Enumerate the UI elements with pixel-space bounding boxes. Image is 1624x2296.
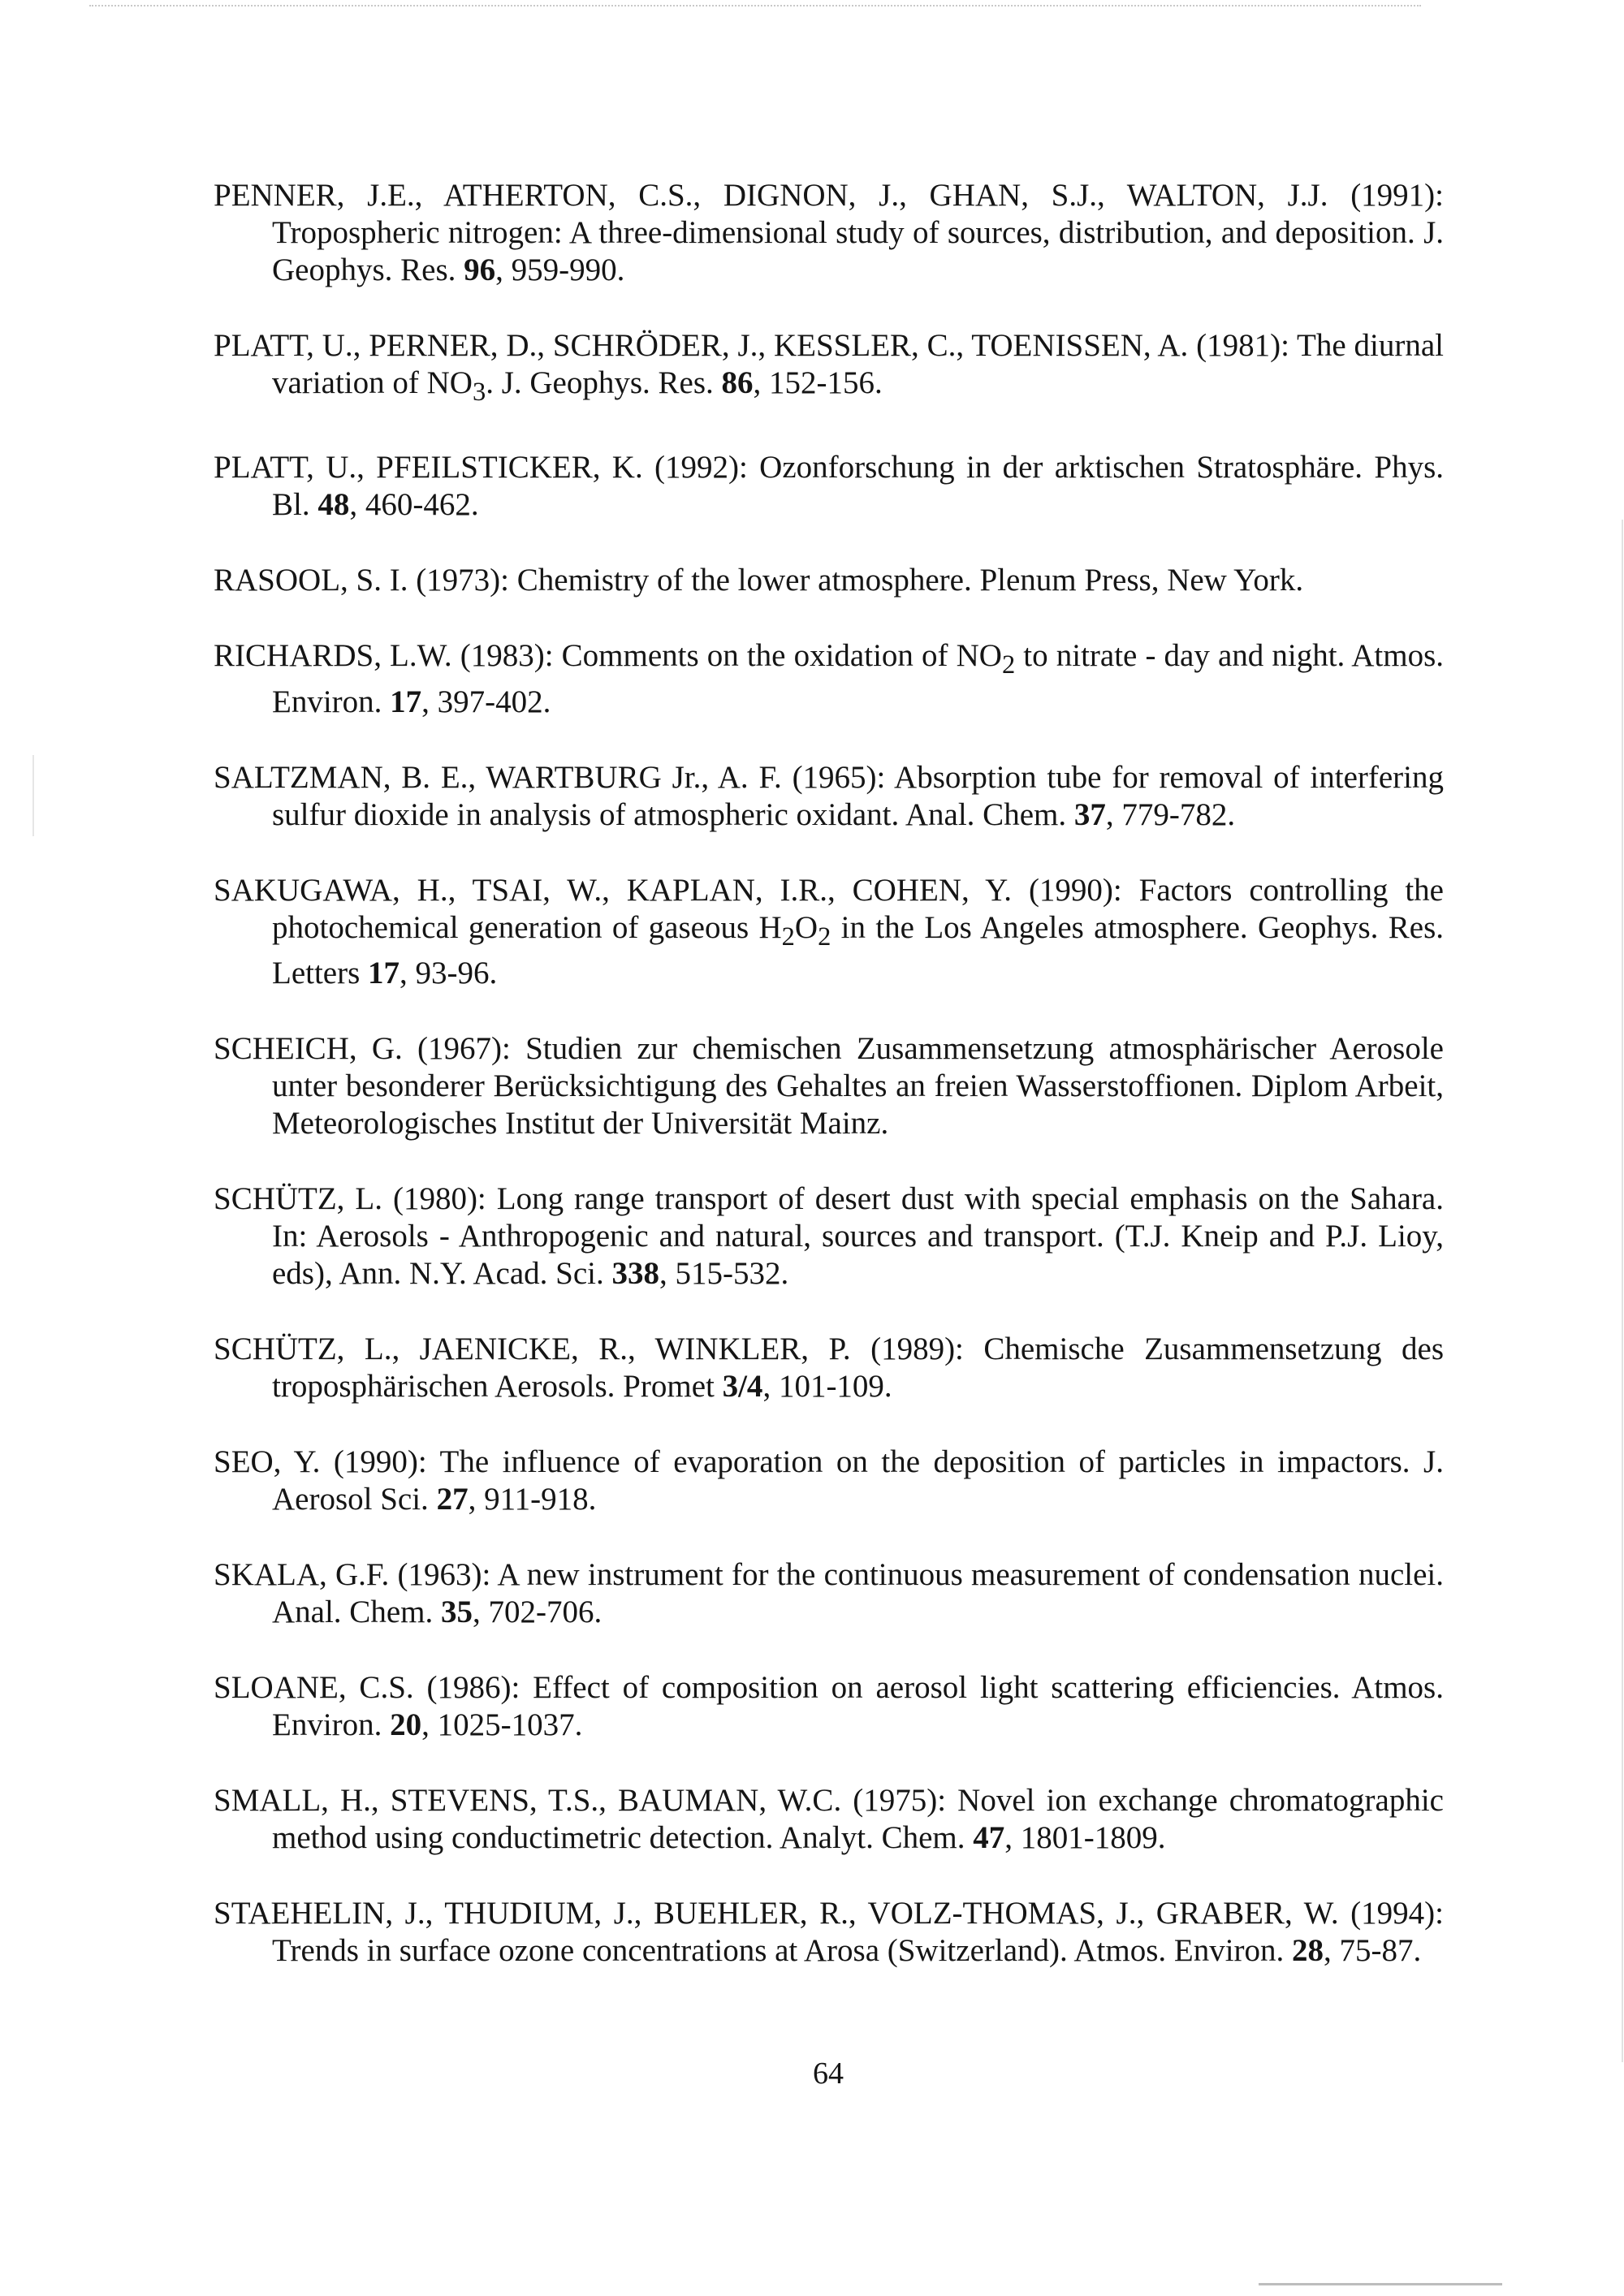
scan-edge-bottom bbox=[1259, 2283, 1502, 2285]
reference-entry: STAEHELIN, J., THUDIUM, J., BUEHLER, R., VOLZ-THOMAS, J., GRABER, W. (1994): Trends in surface ozone concentrations at Arosa (Switzerland). Atmos. Environ. 28, 75-87. bbox=[214, 1896, 1444, 1969]
reference-list bbox=[214, 177, 1444, 2008]
reference-entry: RASOOL, S. I. (1973): Chemistry of the lower atmosphere. Plenum Press, New York. bbox=[214, 562, 1304, 598]
reference-entry: SCHÜTZ, L., JAENICKE, R., WINKLER, P. (1989): Chemische Zusammensetzung des troposphärischen Aerosols. Promet 3/4, 101-109. bbox=[214, 1331, 1444, 1405]
reference-entry: RICHARDS, L.W. (1983): Comments on the oxidation of $NO_2$ to nitrate - day and night. Atmos. Environ. 17, 397-402. bbox=[214, 637, 1444, 719]
reference-entry: SAKUGAWA, H., TSAI, W., KAPLAN, I.R., COHEN, Y. (1990): Factors controlling the photochemical generation of gaseous $H_2O_2$ in the Los Angeles atmosphere. Geophys. Res. Letters 17, 93-96. bbox=[214, 872, 1444, 991]
reference-entry: SMALL, H., STEVENS, T.S., BAUMAN, W.C. (1975): Novel ion exchange chromatographic method using conductimetric detection. Analyt. Chem. 47, 1801-1809. bbox=[214, 1783, 1444, 1856]
reference-entry: SALTZMAN, B. E., WARTBURG Jr., A. F. (1965): Absorption tube for removal of interfering sulfur dioxide in analysis of atmospheric oxidant. Anal. Chem. 37, 779-782. bbox=[214, 759, 1444, 832]
reference-entry: SLOANE, C.S. (1986): Effect of composition on aerosol light scattering efficiencies. Atmos. Environ. 20, 1025-1037. bbox=[214, 1670, 1444, 1743]
reference-entry: SKALA, G.F. (1963): A new instrument for the continuous measurement of condensation nuclei. Anal. Chem. 35, 702-706. bbox=[214, 1557, 1444, 1630]
page-number: 64 bbox=[813, 2056, 844, 2091]
scan-edge-top bbox=[89, 5, 1421, 6]
scan-edge-left bbox=[32, 755, 34, 836]
scan-edge-right bbox=[1622, 520, 1623, 2062]
reference-entry: PLATT, U., PERNER, D., SCHRÖDER, J., KESSLER, C., TOENISSEN, A. (1981): The diurnal variation of $NO_3$. J. Geophys. Res. 86, 152-156. bbox=[214, 328, 1444, 407]
reference-entry: PENNER, J.E., ATHERTON, C.S., DIGNON, J., GHAN, S.J., WALTON, J.J. (1991): Tropospheric nitrogen: A three-dimensional study of sources, distribution, and deposition. J. Geophys. Res. 96, 959-990. bbox=[214, 178, 1444, 287]
reference-entry: SCHEICH, G. (1967): Studien zur chemischen Zusammensetzung atmosphärischer Aerosole unter besonderer Berücksichtigung des Gehaltes an freien Wasserstoffionen. Diplom Arbeit, Meteorologisches Institut der Universität Mainz. bbox=[214, 1031, 1444, 1142]
reference-entry: SEO, Y. (1990): The influence of evaporation on the deposition of particles in impactors. J. Aerosol Sci. 27, 911-918. bbox=[214, 1444, 1444, 1517]
reference-entry: SCHÜTZ, L. (1980): Long range transport of desert dust with special emphasis on the Sahara. In: Aerosols - Anthropogenic and natural, sources and transport. (T.J. Kneip and P.J. Lioy, eds), Ann. N.Y. Acad. Sci. 338, 515-532. bbox=[214, 1181, 1444, 1292]
reference-entry: PLATT, U., PFEILSTICKER, K. (1992): Ozonforschung in der arktischen Stratosphäre. Phys. Bl. 48, 460-462. bbox=[214, 449, 1444, 522]
